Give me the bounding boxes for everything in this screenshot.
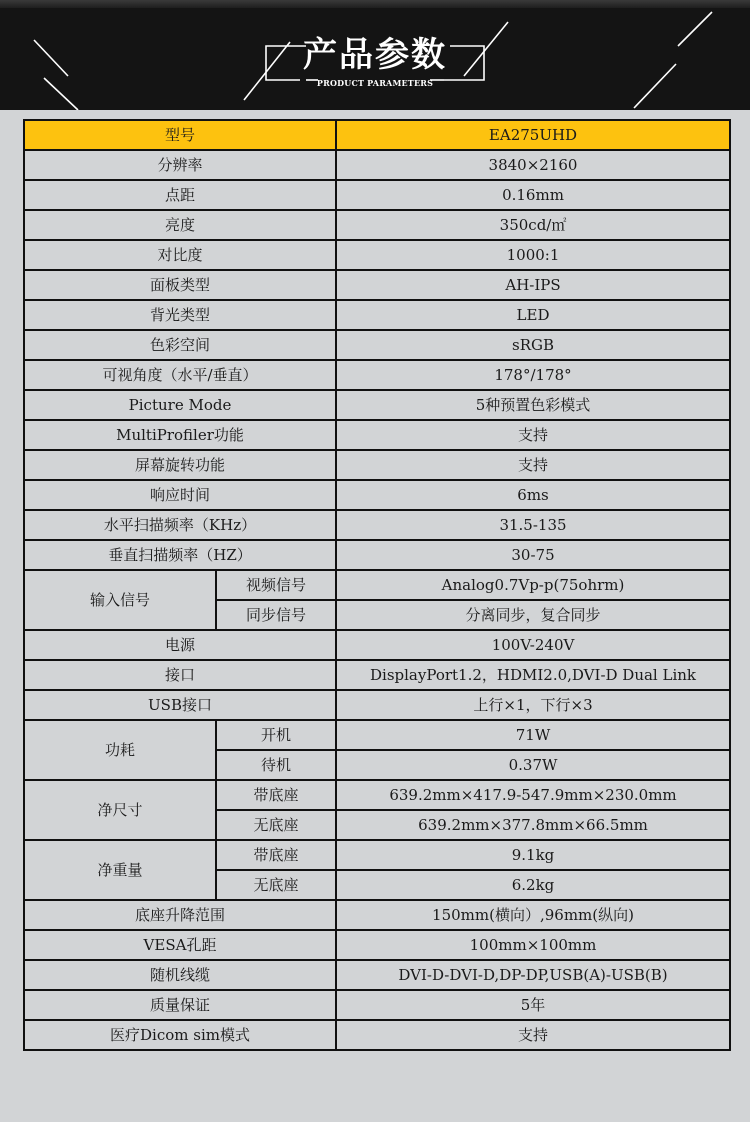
spec-label: MultiProfiler功能 (24, 420, 336, 450)
table-row (24, 630, 730, 660)
table-row (24, 420, 730, 450)
spec-value: 1000:1 (336, 240, 730, 270)
spec-label: 对比度 (24, 240, 336, 270)
spec-value: 100mm×100mm (336, 930, 730, 960)
table-row (24, 180, 730, 210)
table-row (24, 720, 730, 750)
spec-value: 3840×2160 (336, 150, 730, 180)
spec-value: sRGB (336, 330, 730, 360)
spec-label: 可视角度（水平/垂直） (24, 360, 336, 390)
spec-label: 净尺寸 (24, 780, 216, 840)
spec-value: 6.2kg (336, 870, 730, 900)
spec-label: 随机线缆 (24, 960, 336, 990)
spec-value: AH-IPS (336, 270, 730, 300)
table-row (24, 150, 730, 180)
spec-value: 0.16mm (336, 180, 730, 210)
table-row (24, 210, 730, 240)
spec-value: 6ms (336, 480, 730, 510)
spec-label: 分辨率 (24, 150, 336, 180)
table-row (24, 960, 730, 990)
spec-sublabel: 待机 (216, 750, 336, 780)
spec-label: 面板类型 (24, 270, 336, 300)
table-row (24, 450, 730, 480)
spec-value: Analog0.7Vp-p(75ohrm) (336, 570, 730, 600)
spec-value: 5种预置色彩模式 (336, 390, 730, 420)
spec-label: 屏幕旋转功能 (24, 450, 336, 480)
spec-label: 垂直扫描频率（HZ） (24, 540, 336, 570)
spec-sublabel: 无底座 (216, 870, 336, 900)
spec-value: DisplayPort1.2，HDMI2.0,DVI-D Dual Link (336, 660, 730, 690)
spec-value: 30-75 (336, 540, 730, 570)
spec-sublabel: 视频信号 (216, 570, 336, 600)
spec-value: 5年 (336, 990, 730, 1020)
table-row (24, 930, 730, 960)
spec-label: 接口 (24, 660, 336, 690)
table-row (24, 510, 730, 540)
spec-label: 水平扫描频率（KHz） (24, 510, 336, 540)
spec-label: 净重量 (24, 840, 216, 900)
table-row (24, 840, 730, 870)
table-row (24, 300, 730, 330)
spec-label: 输入信号 (24, 570, 216, 630)
spec-value: 178°/178° (336, 360, 730, 390)
spec-value: 350cd/㎡ (336, 210, 730, 240)
spec-value: EA275UHD (336, 120, 730, 150)
table-row (24, 570, 730, 600)
table-row (24, 240, 730, 270)
spec-sublabel: 带底座 (216, 840, 336, 870)
table-row (24, 1020, 730, 1050)
table-row (24, 330, 730, 360)
spec-value: 支持 (336, 420, 730, 450)
spec-value: 31.5-135 (336, 510, 730, 540)
spec-value: 639.2mm×417.9-547.9mm×230.0mm (336, 780, 730, 810)
page-title: 产品参数 (303, 35, 447, 75)
spec-value: 71W (336, 720, 730, 750)
spec-sublabel: 开机 (216, 720, 336, 750)
spec-value: 150mm(横向）,96mm(纵向) (336, 900, 730, 930)
spec-value: 0.37W (336, 750, 730, 780)
table-row (24, 660, 730, 690)
spec-label: 背光类型 (24, 300, 336, 330)
table-row (24, 480, 730, 510)
spec-label: VESA孔距 (24, 930, 336, 960)
spec-label: 功耗 (24, 720, 216, 780)
spec-label: USB接口 (24, 690, 336, 720)
table-row (24, 270, 730, 300)
spec-label: 型号 (24, 120, 336, 150)
spec-label: 底座升降范围 (24, 900, 336, 930)
spec-value: 分离同步，复合同步 (336, 600, 730, 630)
spec-label: 响应时间 (24, 480, 336, 510)
spec-value: 9.1kg (336, 840, 730, 870)
table-row (24, 360, 730, 390)
spec-label: 质量保证 (24, 990, 336, 1020)
table-row (24, 990, 730, 1020)
spec-label: 医疗Dicom sim模式 (24, 1020, 336, 1050)
banner (0, 0, 750, 110)
spec-sublabel: 同步信号 (216, 600, 336, 630)
spec-label: 色彩空间 (24, 330, 336, 360)
spec-sublabel: 带底座 (216, 780, 336, 810)
spec-label: 亮度 (24, 210, 336, 240)
table-row (24, 540, 730, 570)
page-subtitle: PRODUCT PARAMETERS (316, 78, 434, 88)
spec-value: 支持 (336, 450, 730, 480)
spec-value: 上行×1，下行×3 (336, 690, 730, 720)
table-row (24, 690, 730, 720)
spec-label: 点距 (24, 180, 336, 210)
table-row (24, 390, 730, 420)
spec-value: 639.2mm×377.8mm×66.5mm (336, 810, 730, 840)
spec-label: 电源 (24, 630, 336, 660)
spec-label: Picture Mode (24, 390, 336, 420)
table-row (24, 900, 730, 930)
table-row (24, 780, 730, 810)
spec-value: 100V-240V (336, 630, 730, 660)
spec-value: 支持 (336, 1020, 730, 1050)
spec-value: DVI-D-DVI-D,DP-DP,USB(A)-USB(B) (336, 960, 730, 990)
spec-value: LED (336, 300, 730, 330)
spec-table-wrap (23, 119, 731, 1051)
spec-table (23, 119, 731, 1051)
spec-sublabel: 无底座 (216, 810, 336, 840)
table-header-row (24, 120, 730, 150)
